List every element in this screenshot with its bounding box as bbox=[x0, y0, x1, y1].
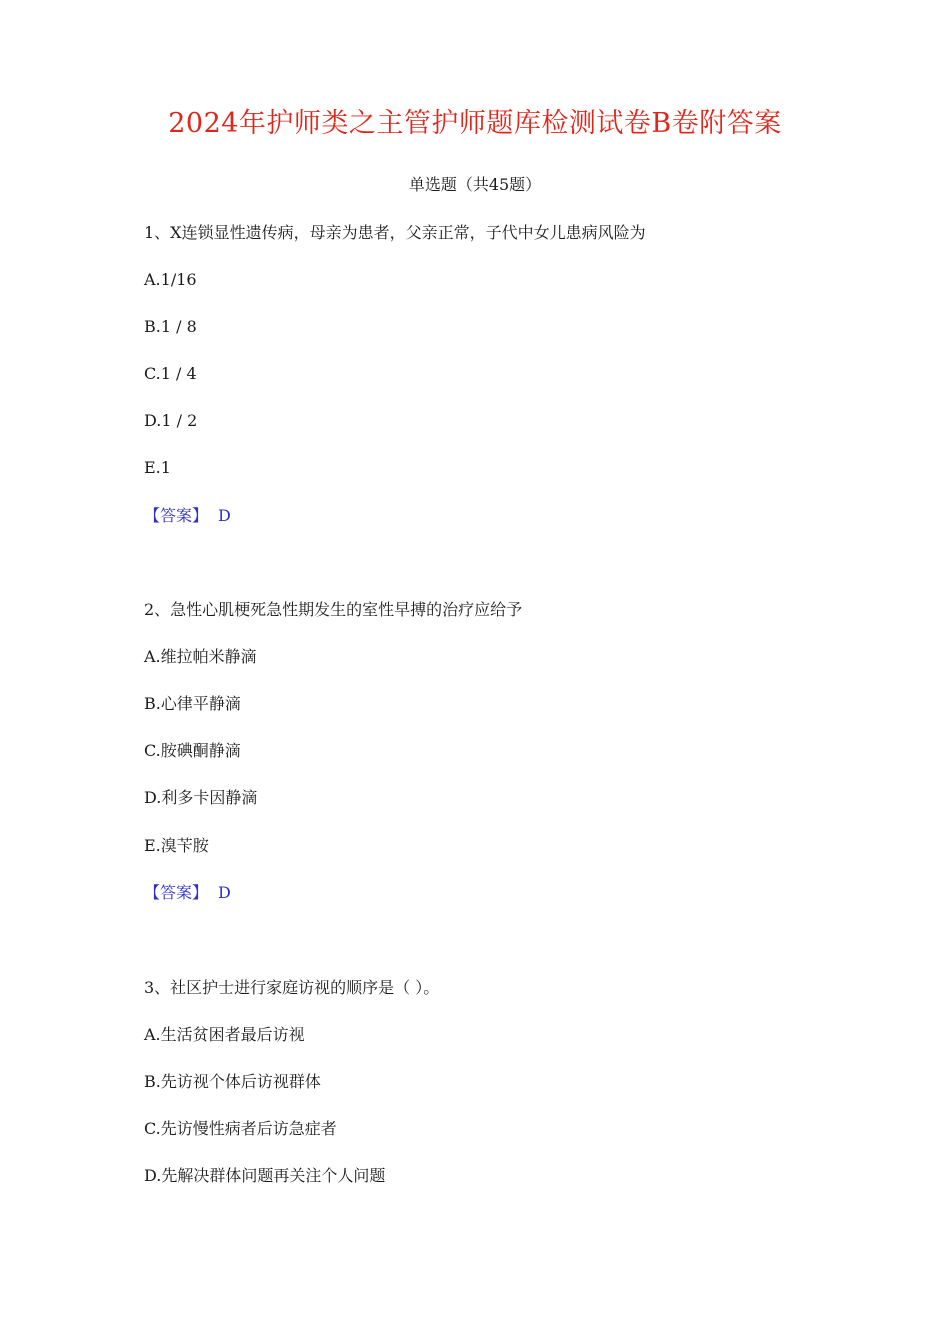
option-c: C.1 / 4 bbox=[144, 364, 197, 383]
option-a: A.生活贫困者最后访视 bbox=[144, 1025, 305, 1044]
option-d: D.先解决群体问题再关注个人问题 bbox=[144, 1166, 386, 1185]
option-d: D.1 / 2 bbox=[144, 411, 198, 430]
option-c: C.胺碘酮静滴 bbox=[144, 741, 241, 760]
answer-label: 【答案】 bbox=[144, 883, 209, 902]
document-title: 2024年护师类之主管护师题库检测试卷B卷附答案 bbox=[168, 108, 782, 139]
answer-row bbox=[144, 880, 231, 906]
option-e: E.1 bbox=[144, 458, 171, 477]
section-heading: 单选题（共45题） bbox=[408, 175, 542, 194]
option-a: A.1/16 bbox=[144, 270, 197, 289]
question-stem: 2、急性心肌梗死急性期发生的室性早搏的治疗应给予 bbox=[144, 600, 523, 619]
answer-value: D bbox=[218, 883, 231, 902]
option-b: B.心律平静滴 bbox=[144, 694, 241, 713]
option-b: B.先访视个体后访视群体 bbox=[144, 1072, 321, 1091]
option-d: D.利多卡因静滴 bbox=[144, 788, 258, 807]
option-a: A.维拉帕米静滴 bbox=[144, 647, 257, 666]
option-c: C.先访慢性病者后访急症者 bbox=[144, 1119, 337, 1138]
question-stem: 3、社区护士进行家庭访视的顺序是（ ）。 bbox=[144, 978, 440, 997]
question-stem: 1、X连锁显性遗传病，母亲为患者，父亲正常，子代中女儿患病风险为 bbox=[144, 223, 646, 242]
answer-label: 【答案】 bbox=[144, 506, 209, 525]
option-b: B.1 / 8 bbox=[144, 317, 197, 336]
answer-value: D bbox=[218, 506, 231, 525]
answer-row bbox=[144, 503, 231, 529]
option-e: E.溴苄胺 bbox=[144, 836, 209, 855]
